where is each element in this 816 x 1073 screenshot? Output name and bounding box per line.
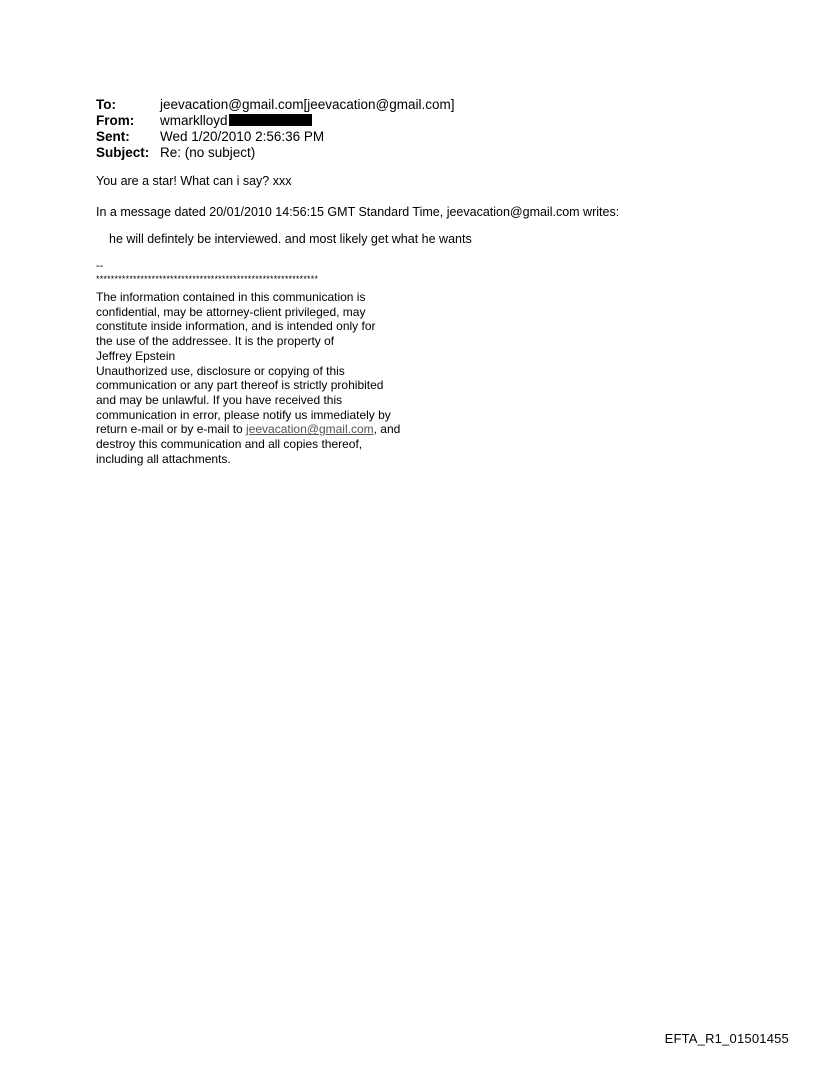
disclaimer-line: including all attachments. [96, 451, 231, 466]
from-label: From: [96, 113, 135, 128]
signature-stars: ************************************************************ [96, 274, 319, 284]
from-value [160, 113, 312, 129]
sent-value: Wed 1/20/2010 2:56:36 PM [160, 129, 325, 144]
to-row [96, 97, 455, 113]
confidentiality-disclaimer [96, 290, 400, 466]
subject-label: Subject: [96, 145, 150, 160]
from-address: wmarklloyd [160, 113, 228, 128]
disclaimer-line: communication in error, please notify us immediately by [96, 407, 391, 422]
disclaimer-line: The information contained in this communication is [96, 290, 366, 304]
disclaimer-line: the use of the addressee. It is the property of [96, 334, 335, 349]
disclaimer-line: communication or any part thereof is strictly prohibited [96, 378, 384, 393]
quote-intro: In a message dated 20/01/2010 14:56:15 GMT Standard Time, jeevacation@gmail.com writes: [96, 205, 620, 219]
to-label: To: [96, 97, 116, 112]
to-value: jeevacation@gmail.com[jeevacation@gmail.com] [160, 97, 455, 112]
document-id: EFTA_R1_01501455 [664, 1031, 789, 1046]
subject-row [96, 145, 455, 161]
from-row [96, 113, 455, 129]
quoted-text: he will defintely be interviewed. and most likely get what he wants [109, 232, 472, 246]
disclaimer-line: and may be unlawful. If you have received this [96, 392, 343, 407]
sent-label: Sent: [96, 129, 130, 144]
disclaimer-line: confidential, may be attorney-client privileged, may [96, 304, 366, 319]
signature-dash: -- [96, 260, 104, 272]
message-greeting: You are a star! What can i say? xxx [96, 174, 292, 188]
email-header [96, 97, 455, 161]
disclaimer-line: constitute inside information, and is intended only for [96, 319, 376, 334]
sent-row [96, 129, 455, 145]
disclaimer-line: Unauthorized use, disclosure or copying of this [96, 363, 345, 378]
return-suffix: , and [373, 422, 401, 437]
redaction-box [229, 114, 312, 126]
disclaimer-line: destroy this communication and all copies thereof, [96, 437, 363, 452]
subject-value: Re: (no subject) [160, 145, 256, 160]
disclaimer-line: Jeffrey Epstein [96, 348, 176, 363]
disclaimer-return-line [96, 422, 400, 437]
email-link[interactable]: jeevacation@gmail.com [246, 422, 374, 437]
return-prefix: return e-mail or by e-mail to [96, 422, 247, 437]
